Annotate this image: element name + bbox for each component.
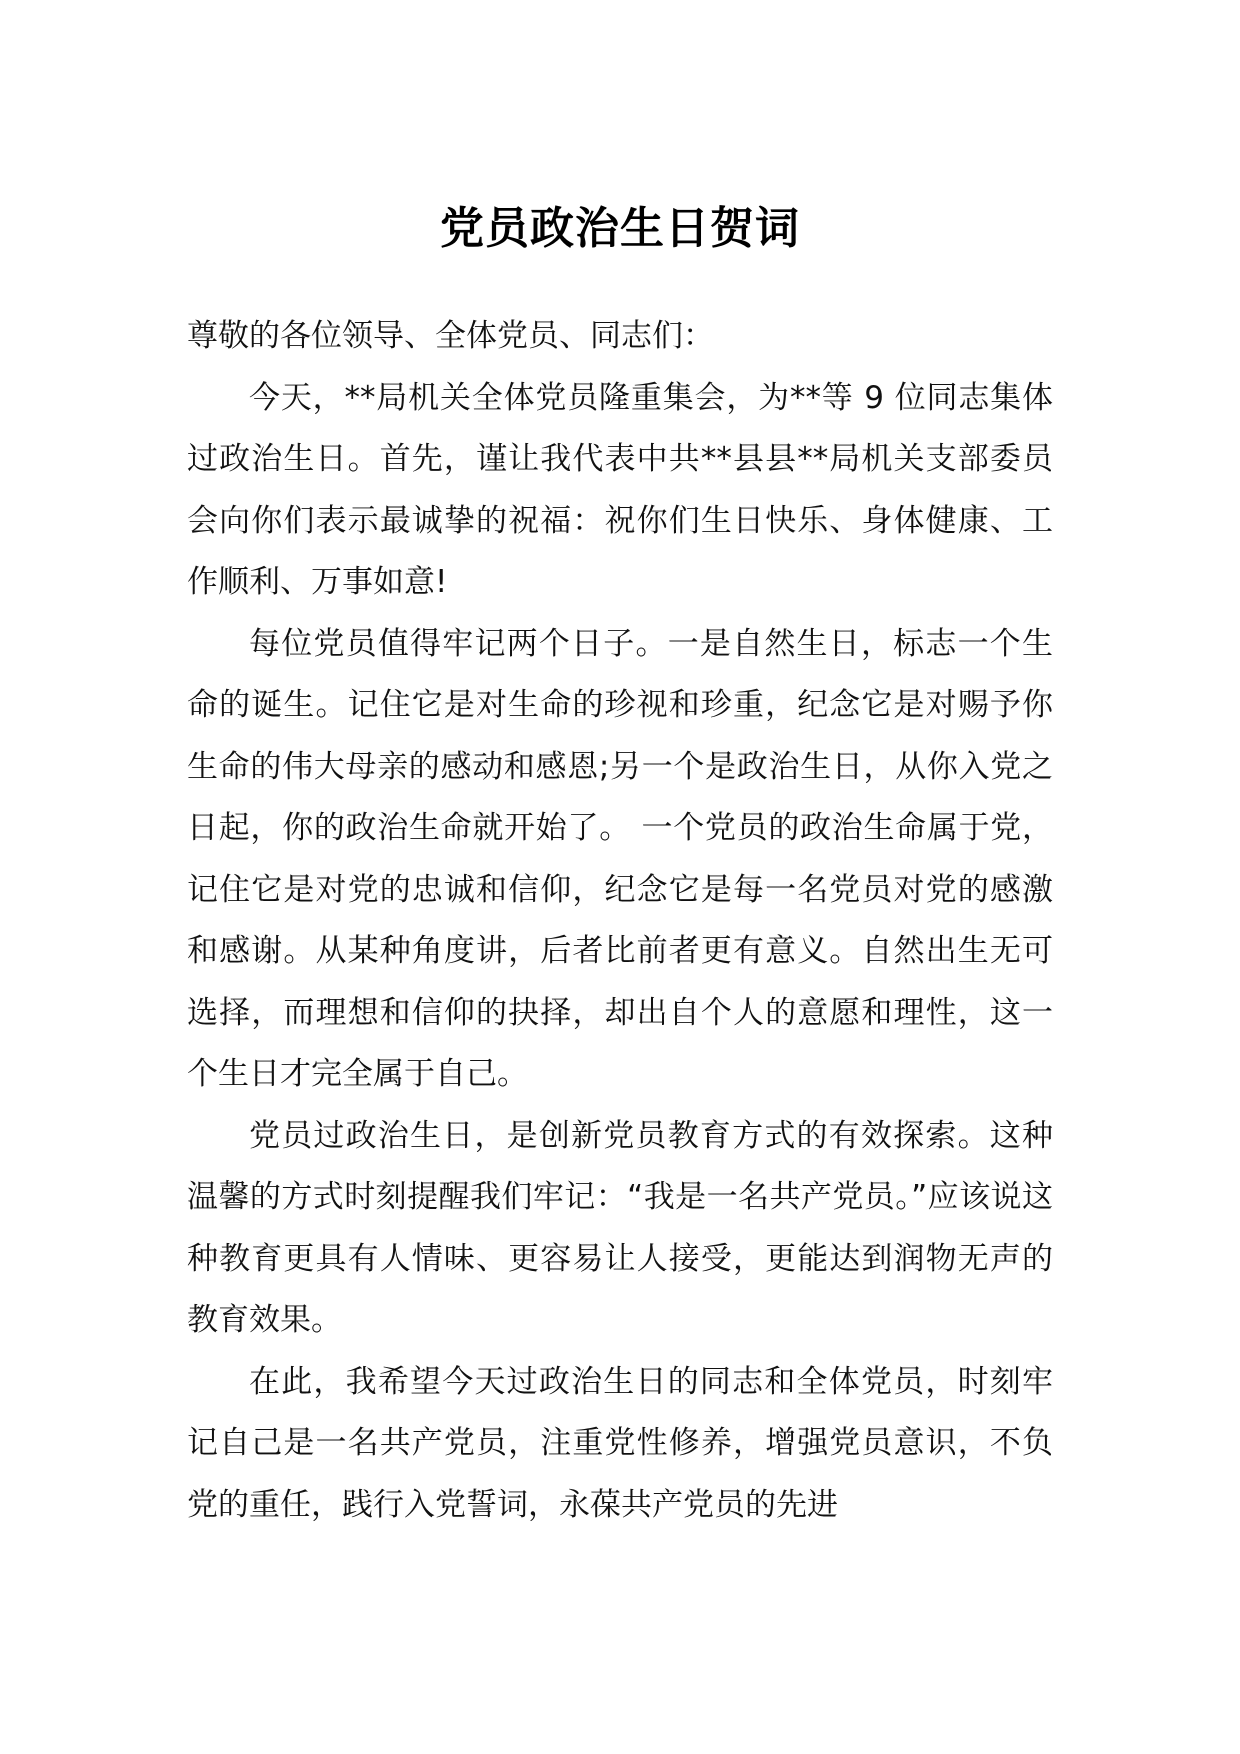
- document-body: [187, 306, 1053, 1536]
- document-title: 党员政治生日贺词: [440, 203, 800, 255]
- paragraph-1: 今天，**局机关全体党员隆重集会，为**等 9 位同志集体过政治生日。首先，谨让我代表中共**县县**局机关支部委员会向你们表示最诚挚的祝福：祝你们生日快乐、身体健康、工作顺利、万事如意!: [187, 379, 1053, 600]
- paragraph-3: 党员过政治生日，是创新党员教育方式的有效探索。这种温馨的方式时刻提醒我们牢记：“我是一名共产党员。”应该说这种教育更具有人情味、更容易让人接受，更能达到润物无声的教育效果。: [187, 1117, 1053, 1338]
- paragraph-2: 每位党员值得牢记两个日子。一是自然生日，标志一个生命的诞生。记住它是对生命的珍视和珍重，纪念它是对赐予你生命的伟大母亲的感动和感恩;另一个是政治生日，从你入党之日起，你的政治生命就开始了。 一个党员的政治生命属于党， 记住它是对党的忠诚和信仰，纪念它是每一名党员对党的感激和感谢。从某种角度讲，后者比前者更有意义。自然出生无可选择，而理想和信仰的抉择，却出自个人的意愿和理性，这一个生日才完全属于自己。: [187, 625, 1053, 1092]
- paragraph-4: 在此，我希望今天过政治生日的同志和全体党员，时刻牢记自己是一名共产党员，注重党性修养，增强党员意识，不负党的重任，践行入党誓词，永葆共产党员的先进: [187, 1363, 1053, 1523]
- salutation: 尊敬的各位领导、全体党员、同志们：: [187, 318, 714, 354]
